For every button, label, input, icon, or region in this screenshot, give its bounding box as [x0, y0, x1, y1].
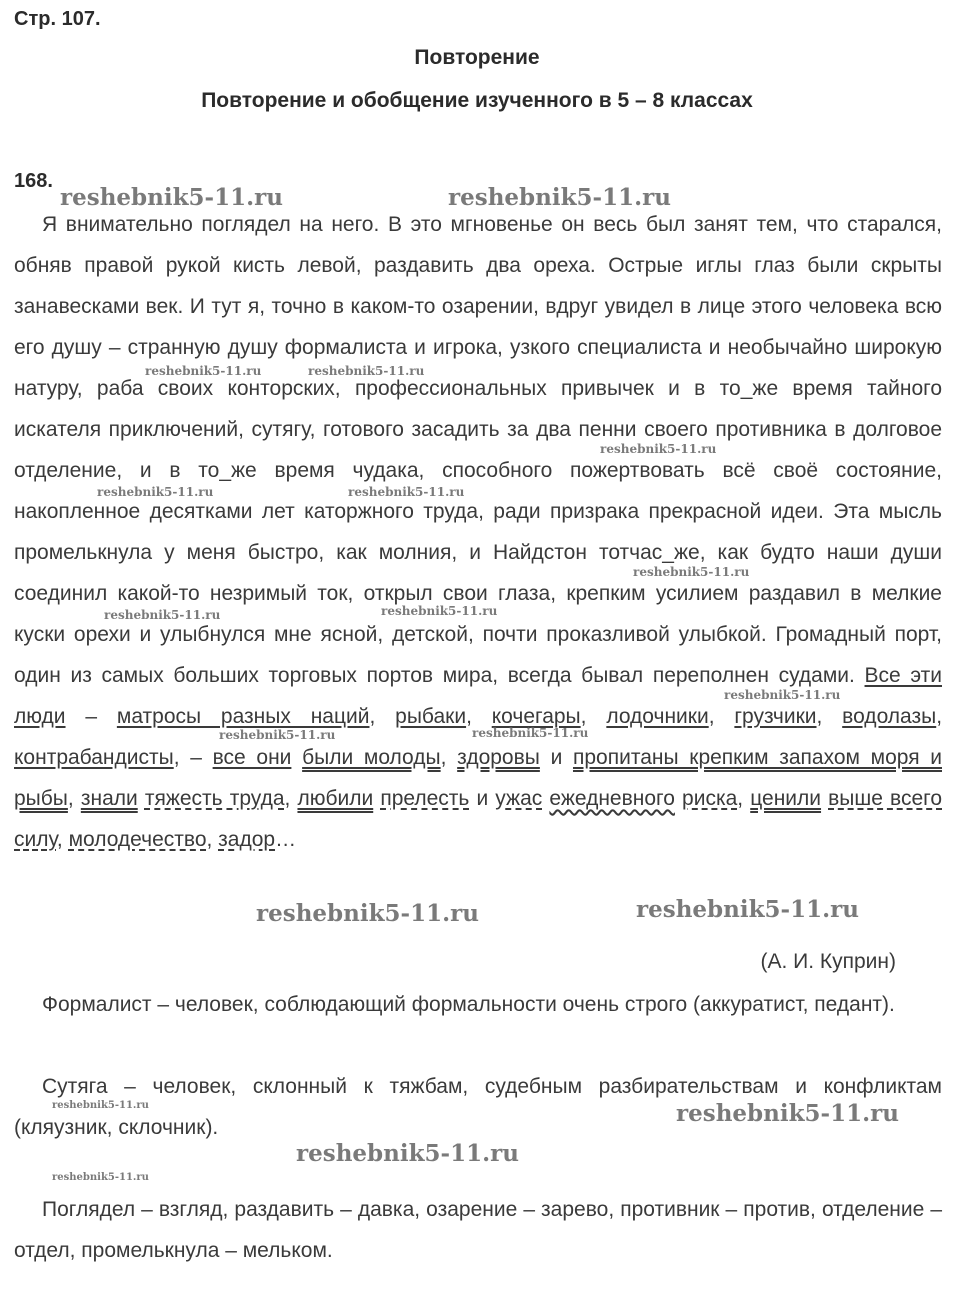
- apposition: рыбаки: [395, 705, 467, 728]
- space: [138, 787, 145, 810]
- comma: ,: [466, 705, 492, 728]
- watermark: reshebnik5-11.ru: [676, 1100, 899, 1127]
- definition-formalist: [14, 984, 942, 1025]
- predicate: любили: [297, 787, 374, 810]
- object: риска: [682, 787, 738, 810]
- apposition: водолазы: [842, 705, 937, 728]
- comma: ,: [369, 705, 396, 728]
- watermark: reshebnik5-11.ru: [348, 485, 465, 499]
- apposition: лодочники: [606, 705, 709, 728]
- predicate: знали: [80, 787, 138, 810]
- text-sentences: Я внимательно поглядел на него. В это мгновенье он весь был занят тем, что старался, обняв правой рукой кисть левой, раздавить два ореха. Острые иглы глаз были скрыты занавесками век. И тут я, точно в каком-то озарении, вдруг увидел в лице этого человека всю его душу – странную душу формалиста и игрока, узкого специалиста и необычайно широкую натуру, раба своих конторских, профессиональных привычек и в то_же время тайного искателя приключений, сутягу, готового засадить за два пенни своего противника в долговое отделение, и в то_же время чудака, способного пожертвовать всё своё состояние, накопленное десятками лет каторжного труда, ради призрака прекрасной идеи. Эта мысль промелькнула у меня быстро, как молния, и Найдстон тотчас_же, как будто наши души соединил какой-то незримый ток, открыл свои глаза, крепким усилием раздавил в мелкие куски орехи и улыбнулся мне ясной, детской, почти проказливой улыбкой. Громадный порт, один из самых больших торговых портов мира, всегда бывал переполнен судами.: [14, 213, 942, 687]
- predicate: пропитаны крепким запахом моря и рыбы: [14, 746, 942, 810]
- object: задор: [218, 828, 276, 851]
- watermark: reshebnik5-11.ru: [52, 1172, 149, 1183]
- space: [291, 746, 302, 769]
- watermark: reshebnik5-11.ru: [97, 485, 214, 499]
- object: тяжесть труда: [144, 787, 285, 810]
- watermark: reshebnik5-11.ru: [296, 1140, 519, 1167]
- apposition: контрабандисты: [14, 746, 174, 769]
- dash: –: [65, 705, 117, 728]
- object: ужас: [495, 787, 543, 810]
- attribute: ежедневного: [549, 787, 675, 810]
- section-subtitle: Повторение и обобщение изученного в 5 – 8 классах: [201, 89, 753, 112]
- subject-underline: Все эти люди: [14, 664, 942, 728]
- predicate: ценили: [750, 787, 822, 810]
- generalizing-subject: все они: [212, 746, 292, 769]
- watermark: reshebnik5-11.ru: [724, 688, 841, 702]
- section-title: Повторение: [414, 46, 540, 69]
- watermark: reshebnik5-11.ru: [256, 900, 479, 927]
- watermark: reshebnik5-11.ru: [600, 442, 717, 456]
- roots-list: [14, 1189, 942, 1271]
- adverbial: выше всего: [828, 787, 942, 810]
- comma: ,: [67, 787, 81, 810]
- watermark: reshebnik5-11.ru: [52, 1100, 149, 1111]
- watermark: reshebnik5-11.ru: [219, 728, 336, 742]
- object: прелесть: [380, 787, 470, 810]
- page-number: Стр. 107.: [14, 8, 101, 30]
- object: молодечество: [68, 828, 207, 851]
- text-paragraph: [14, 204, 942, 860]
- comma: ,: [440, 746, 458, 769]
- exercise-text: [14, 204, 942, 860]
- definition-text: Сутяга – человек, склонный к тяжбам, судебным разбирательствам и конфликтам (кляузник, склочник).: [14, 1075, 942, 1139]
- ellipsis: …: [275, 828, 297, 851]
- predicate: были молоды: [302, 746, 441, 769]
- watermark: reshebnik5-11.ru: [60, 184, 283, 211]
- comma-dash: , –: [173, 746, 213, 769]
- watermark: reshebnik5-11.ru: [145, 364, 262, 378]
- watermark: reshebnik5-11.ru: [633, 565, 750, 579]
- comma: ,: [708, 705, 735, 728]
- apposition: грузчики: [734, 705, 817, 728]
- roots-text: Поглядел – взгляд, раздавить – давка, озарение – зарево, противник – против, отделение – отдел, промелькнула – мельком.: [14, 1198, 942, 1262]
- predicate: здоровы: [457, 746, 540, 769]
- apposition: матросы разных наций: [116, 705, 370, 728]
- watermark: reshebnik5-11.ru: [308, 364, 425, 378]
- comma: ,: [206, 828, 219, 851]
- object: силу: [14, 828, 57, 851]
- watermark: reshebnik5-11.ru: [104, 608, 221, 622]
- watermark: reshebnik5-11.ru: [448, 184, 671, 211]
- comma: ,: [284, 787, 298, 810]
- watermark: reshebnik5-11.ru: [636, 896, 859, 923]
- apposition: кочегары: [491, 705, 581, 728]
- watermark: reshebnik5-11.ru: [381, 604, 498, 618]
- comma: ,: [737, 787, 751, 810]
- watermark: reshebnik5-11.ru: [472, 726, 589, 740]
- author-citation: (А. И. Куприн): [760, 950, 896, 973]
- space: [675, 787, 682, 810]
- comma: ,: [816, 705, 843, 728]
- comma: ,: [936, 705, 943, 728]
- exercise-number: 168.: [14, 170, 53, 192]
- comma: ,: [56, 828, 69, 851]
- conjunction: и: [539, 746, 573, 769]
- definition-text: Формалист – человек, соблюдающий формальности очень строго (аккуратист, педант).: [42, 993, 895, 1016]
- conjunction: и: [469, 787, 496, 810]
- comma: ,: [580, 705, 607, 728]
